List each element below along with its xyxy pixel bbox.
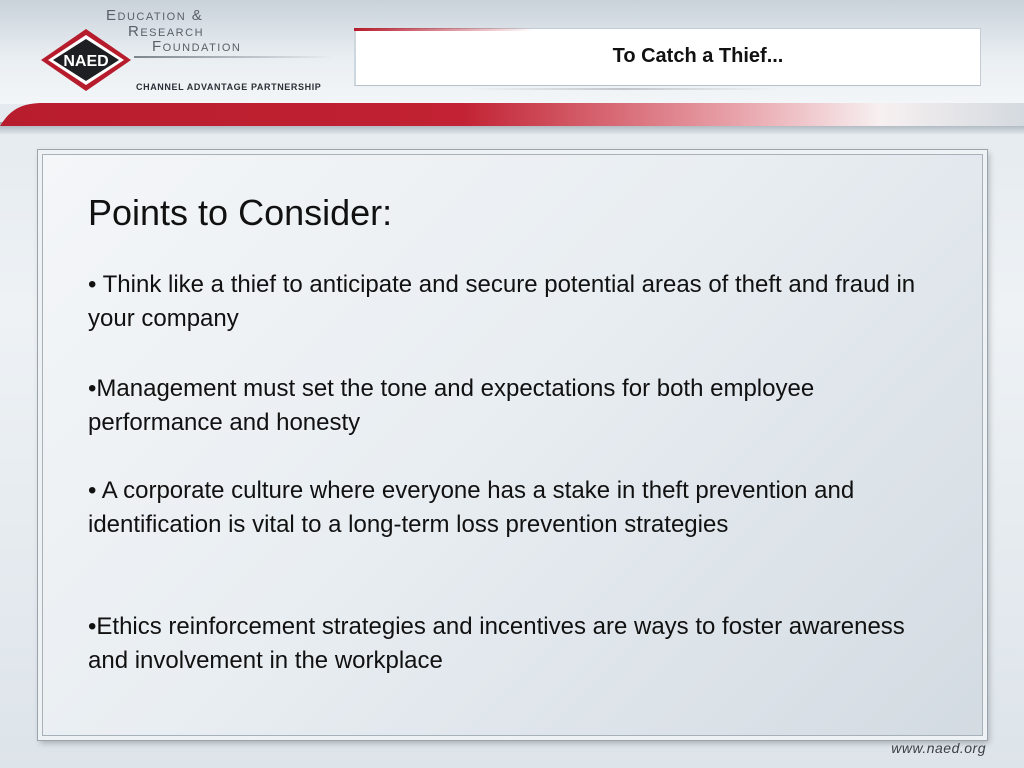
footer-website-url: www.naed.org — [891, 740, 986, 756]
slide-header — [0, 0, 1024, 104]
logo-tagline: CHANNEL ADVANTAGE PARTNERSHIP — [136, 82, 322, 92]
naed-logo-badge — [40, 28, 132, 92]
slide-title: To Catch a Thief... — [612, 45, 784, 67]
points-heading: Points to Consider: — [88, 192, 393, 233]
header-red-swoosh — [0, 100, 1024, 134]
slide-title-box — [354, 28, 981, 86]
bullet-point-3: • A corporate culture where everyone has a stake in theft prevention and identification is vital to a long-term loss prevention strategies — [88, 477, 855, 538]
title-underline-shadow — [470, 88, 776, 90]
logo-divider — [134, 56, 334, 58]
logo-text-line1: Education & — [106, 7, 204, 24]
bullet-point-2: •Management must set the tone and expectations for both employee performance and honesty — [88, 375, 815, 436]
bullet-point-1: • Think like a thief to anticipate and secure potential areas of theft and fraud in your company — [88, 271, 916, 332]
naed-badge-text: NAED — [63, 53, 109, 70]
logo-text-line2: Research — [128, 23, 205, 40]
content-panel — [38, 150, 987, 740]
logo-text-line3: Foundation — [152, 38, 242, 55]
bullet-point-4: •Ethics reinforcement strategies and incentives are ways to foster awareness and involvement in the workplace — [88, 613, 905, 674]
